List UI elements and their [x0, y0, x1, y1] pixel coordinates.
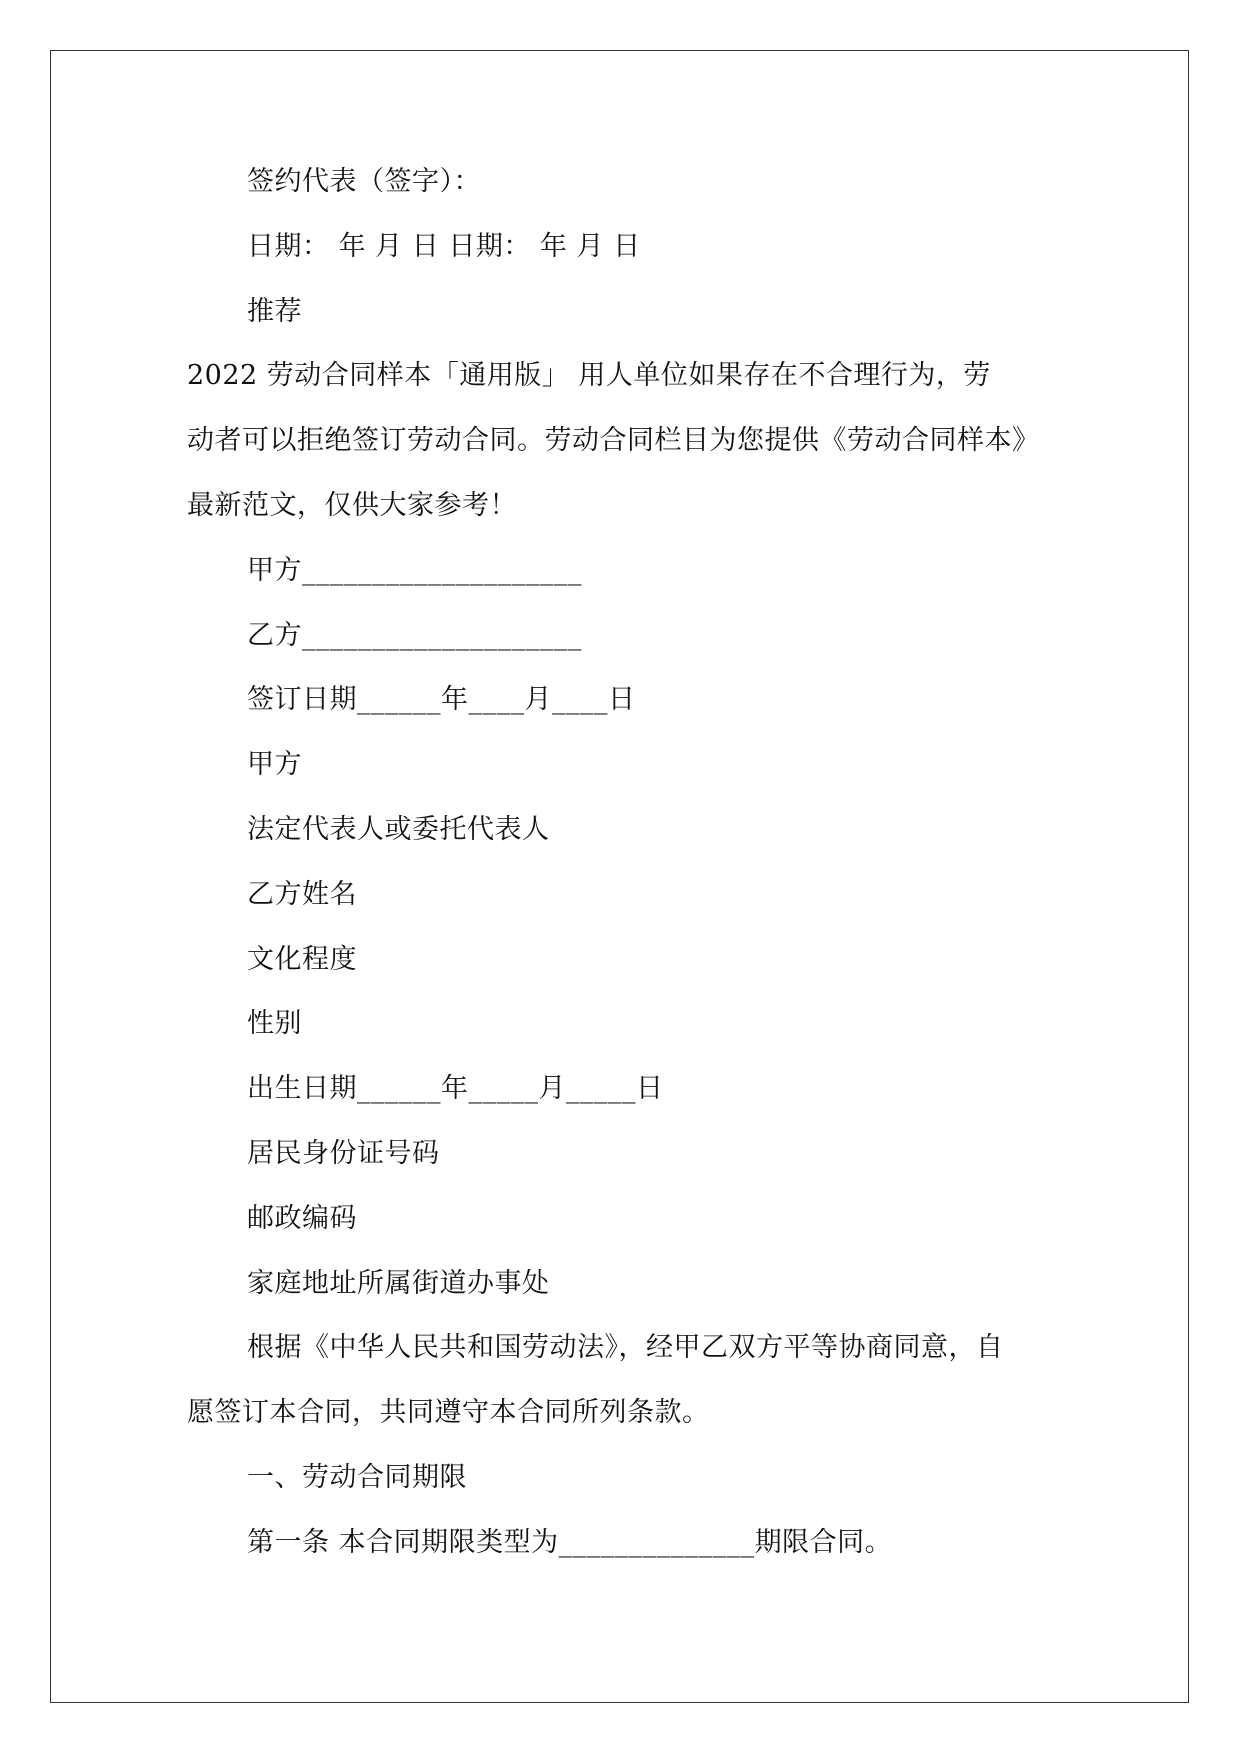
sign-date-field: 签订日期______年____月____日: [247, 684, 636, 716]
party-b-name-label: 乙方姓名: [247, 878, 357, 910]
dates-line: 日期： 年 月 日 日期： 年 月 日: [247, 230, 641, 262]
document-body: [187, 150, 1055, 1576]
gender-label: 性别: [247, 1008, 302, 1040]
intro-line-3: 最新范文，仅供大家参考！: [187, 489, 517, 521]
education-label: 文化程度: [247, 943, 357, 975]
party-b-blank-field: 乙方____________________: [247, 619, 582, 651]
intro-line-1: 2022 劳动合同样本「通用版」 用人单位如果存在不合理行为，劳: [187, 360, 991, 392]
article-1-text: 第一条 本合同期限类型为______________期限合同。: [247, 1526, 893, 1558]
birth-date-field: 出生日期______年_____月_____日: [247, 1073, 664, 1105]
recommend-heading: 推荐: [247, 295, 302, 327]
address-label: 家庭地址所属街道办事处: [247, 1267, 550, 1299]
postal-code-label: 邮政编码: [247, 1202, 357, 1234]
section-1-heading: 一、劳动合同期限: [247, 1461, 467, 1493]
id-number-label: 居民身份证号码: [247, 1137, 440, 1169]
signatory-representative-line: 签约代表（签字）：: [247, 166, 481, 197]
basis-line-1: 根据《中华人民共和国劳动法》，经甲乙双方平等协商同意，自: [247, 1332, 1004, 1364]
legal-representative-label: 法定代表人或委托代表人: [247, 813, 550, 845]
party-a-blank-field: 甲方____________________: [247, 554, 582, 586]
intro-line-2: 动者可以拒绝签订劳动合同。劳动合同栏目为您提供《劳动合同样本》: [187, 425, 1040, 457]
basis-line-2: 愿签订本合同，共同遵守本合同所列条款。: [187, 1397, 710, 1429]
party-a-label: 甲方: [247, 749, 302, 781]
